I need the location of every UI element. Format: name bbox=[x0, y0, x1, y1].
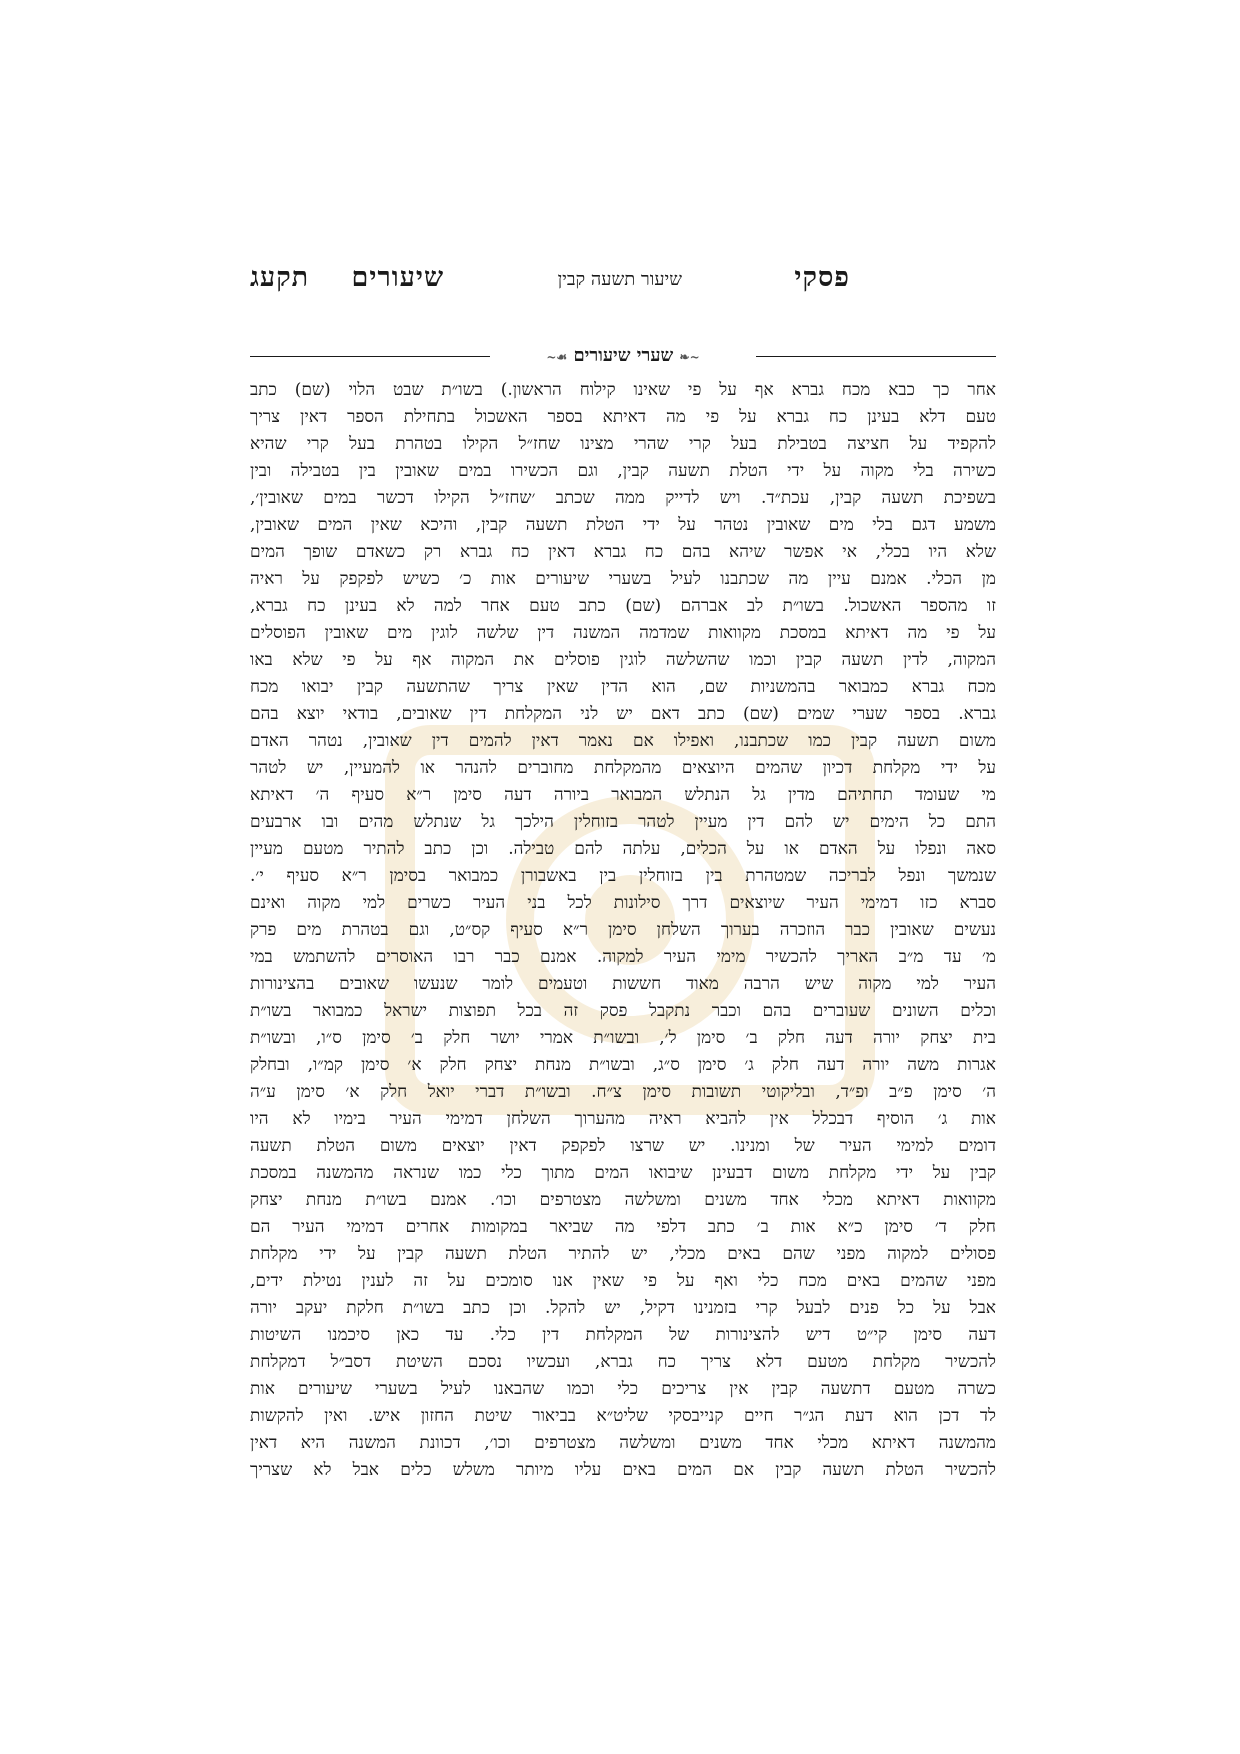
text-line: גברא. בספר שערי שמים (שם) כתב דאם יש לני המקלחת דין שאובים, בודאי יוצא בהם bbox=[250, 704, 996, 724]
section-heading bbox=[538, 345, 707, 366]
running-header bbox=[250, 262, 850, 302]
rule-line-left bbox=[250, 356, 490, 357]
text-line: המקוה, לדין תשעה קבין וכמו שהשלשה לוגין פוסלים את המקוה אף על פי שלא באו bbox=[250, 650, 996, 670]
ornament-icon: ☙~ bbox=[546, 350, 568, 364]
text-line: מפני שהמים באים מכח כלי ואף על פי שאין אנו סומכים על זה לענין נטילת ידים, bbox=[250, 1271, 996, 1291]
text-line: בשפיכת תשעה קבין, עכת״ד. ויש לדייק ממה שכתב ׳שחז״ל הקילו דכשר במים שאובין׳, bbox=[250, 488, 996, 508]
text-line: על ידי מקלחת דכיון שהמים היוצאים מהמקלחת מחוברים להנהר או להמעיין, יש לטהר bbox=[250, 758, 996, 778]
rule-line-right bbox=[756, 356, 996, 357]
section-heading-text: שערי שיעורים bbox=[573, 345, 674, 366]
text-line: שנמשך ונפל לבריכה שמטהרת בין בזוחלין בין באשבורן כמבואר בסימן ר״א סעיף י׳. bbox=[250, 866, 996, 886]
page-number: תקעג bbox=[250, 262, 310, 293]
text-line: לד דכן הוא דעת הג״ר חיים קנייבסקי שליט״א בביאור שיטת החזון איש. ואין להקשות bbox=[250, 1406, 996, 1426]
text-line: מהמשנה דאיתא מכלי אחד משנים ומשלשה מצטרפים וכו׳, דכוונת המשנה היא דאין bbox=[250, 1433, 996, 1453]
header-section-name: שיעורים bbox=[351, 262, 445, 293]
text-line: קבין על ידי מקלחת משום דבעינן שיבואו המים מתוך כלי כמו שנראה מהמשנה במסכת bbox=[250, 1163, 996, 1183]
text-line: אחר כך כבא מכח גברא אף על פי שאינו קילוח הראשון.) בשו״ת שבט הלוי (שם) כתב bbox=[250, 380, 996, 400]
text-line: משמע דגם בלי מים שאובין נטהר על ידי הטלת תשעה קבין, והיכא שאין המים שאובין, bbox=[250, 515, 996, 535]
text-line: סאה ונפלו על האדם או על הכלים, עלתה להם טבילה. וכן כתב להתיר מטעם מעיין bbox=[250, 839, 996, 859]
text-line: נעשים שאובין כבר הוזכרה בערוך השלחן סימן ר״א סעיף קס״ט, וגם בטהרת מים פרק bbox=[250, 920, 996, 940]
text-line: על פי מה דאיתא במסכת מקוואות שמדמה המשנה דין שלשה לוגין מים שאובין הפוסלים bbox=[250, 623, 996, 643]
text-line: בית יצחק יורה דעה חלק ב׳ סימן ל׳, ובשו״ת אמרי יושר חלק ב׳ סימן ס״ו, ובשו״ת bbox=[250, 1028, 996, 1048]
text-line: דעה סימן קי״ט דיש להצינורות של המקלחת דין כלי. עד כאן סיכמנו השיטות bbox=[250, 1325, 996, 1345]
text-line: מן הכלי. אמנם עיין מה שכתבנו לעיל בשערי שיעורים אות כ׳ כשיש לפקפק על ראיה bbox=[250, 569, 996, 589]
text-line: סברא כזו דמימי העיר שיוצאים דרך סילונות לכל בני העיר כשרים למי מקוה ואינם bbox=[250, 893, 996, 913]
text-line: כשרה מטעם דתשעה קבין אין צריכים כלי וכמו שהבאנו לעיל בשערי שיעורים אות bbox=[250, 1379, 996, 1399]
text-line: אות ג׳ הוסיף דבכלל אין להביא ראיה מהערוך השלחן דמימי העיר בימיו לא היו bbox=[250, 1109, 996, 1129]
text-line: משום תשעה קבין כמו שכתבנו, ואפילו אם נאמר דאין להמים דין שאובין, נטהר האדם bbox=[250, 731, 996, 751]
text-line: מכח גברא כמבואר בהמשניות שם, הוא הדין שאין צריך שהתשעה קבין יבואו מכח bbox=[250, 677, 996, 697]
text-line: אגרות משה יורה דעה חלק ג׳ סימן ס״ג, ובשו״ת מנחת יצחק חלק א׳ סימן קמ״ו, ובחלק bbox=[250, 1055, 996, 1075]
text-line: שלא היו בכלי, אי אפשר שיהא בהם כח גברא דאין כח גברא רק כשאדם שופך המים bbox=[250, 542, 996, 562]
header-section-and-page bbox=[250, 262, 444, 293]
header-chapter-title: שיעור תשעה קבין bbox=[557, 269, 682, 290]
header-book-title: פסקי bbox=[794, 262, 850, 293]
text-line: מקוואות דאיתא מכלי אחד משנים ומשלשה מצטרפים וכו׳. אמנם בשו״ת מנחת יצחק bbox=[250, 1190, 996, 1210]
text-line: ה׳ סימן פ״ב ופ״ד, ובליקוטי תשובות סימן צ״ח. ובשו״ת דברי יואל חלק א׳ סימן ע״ה bbox=[250, 1082, 996, 1102]
text-line: כשירה בלי מקוה על ידי הטלת תשעה קבין, וגם הכשירו במים שאובין בין בטבילה ובין bbox=[250, 461, 996, 481]
text-line: מי שעומד תחתיהם מדין גל הנתלש המבואר ביורה דעה סימן ר״א סעיף ה׳ דאיתא bbox=[250, 785, 996, 805]
text-line: התם כל הימים יש להם דין מעיין לטהר בזוחלין הילכך גל שנתלש מהים ובו ארבעים bbox=[250, 812, 996, 832]
text-line: חלק ד׳ סימן כ״א אות ב׳ כתב דלפי מה שביאר במקומות אחרים דמימי העיר הם bbox=[250, 1217, 996, 1237]
text-line: טעם דלא בעינן כח גברא על פי מה דאיתא בספר האשכול בתחילת הספר דאין צריך bbox=[250, 407, 996, 427]
ornament-icon: ~❧ bbox=[679, 350, 700, 364]
text-line: להכשיר מקלחת מטעם דלא צריך כח גברא, ועכשיו נסכם השיטת דסב״ל דמקלחת bbox=[250, 1352, 996, 1372]
text-line: להכשיר הטלת תשעה קבין אם המים באים עליו מיותר משלש כלים אבל לא שצריך bbox=[250, 1460, 996, 1480]
main-text bbox=[250, 377, 996, 1484]
text-line: דומים למימי העיר של ומנינו. יש שרצו לפקפק דאין יוצאים משום הטלת תשעה bbox=[250, 1136, 996, 1156]
text-line: מ׳ עד מ״ב האריך להכשיר מימי העיר למקוה. אמנם כבר רבו האוסרים להשתמש במי bbox=[250, 947, 996, 967]
text-line: אבל על כל פנים לבעל קרי בזמנינו דקיל, יש להקל. וכן כתב בשו״ת חלקת יעקב יורה bbox=[250, 1298, 996, 1318]
text-line: להקפיד על חציצה בטבילת בעל קרי שהרי מצינו שחז״ל הקילו בטהרת בעל קרי שהיא bbox=[250, 434, 996, 454]
section-heading-rule bbox=[250, 345, 996, 369]
text-line: זו מהספר האשכול. בשו״ת לב אברהם (שם) כתב טעם אחר למה לא בעינן כח גברא, bbox=[250, 596, 996, 616]
text-line: וכלים השונים שעוברים בהם וכבר נתקבל פסק זה בכל תפוצות ישראל כמבואר בשו״ת bbox=[250, 1001, 996, 1021]
text-line: העיר למי מקוה שיש הרבה מאוד חששות וטעמים לומר שנעשו שאובים בהצינורות bbox=[250, 974, 996, 994]
text-line: פסולים למקוה מפני שהם באים מכלי, יש להתיר הטלת תשעה קבין על ידי מקלחת bbox=[250, 1244, 996, 1264]
